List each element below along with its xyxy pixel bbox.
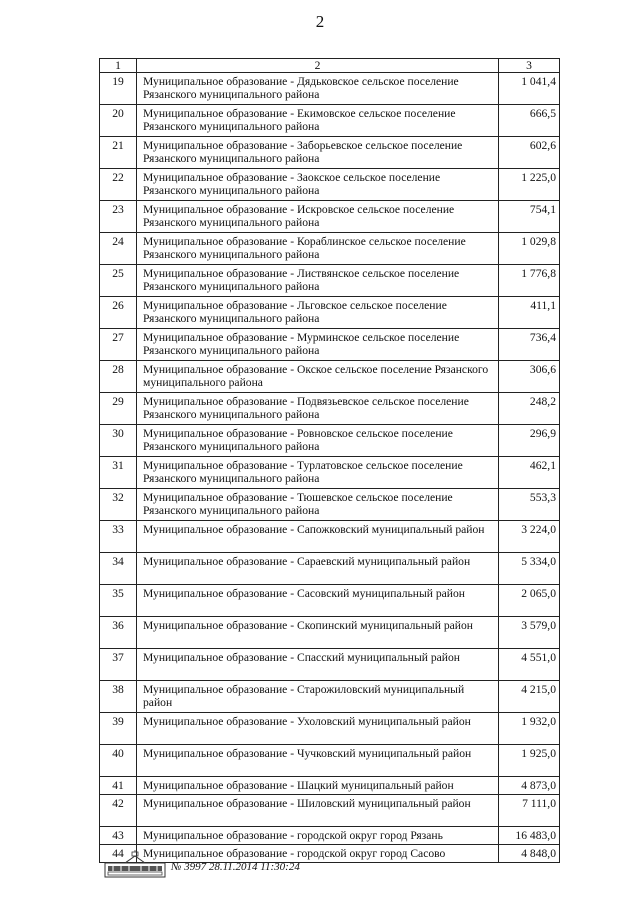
row-number-cell: 32 (100, 489, 137, 521)
header-column-3: 3 (499, 59, 560, 73)
table-row (100, 681, 560, 713)
municipality-name-cell: Муниципальное образование - Ухоловский муниципальный район (137, 713, 499, 745)
allocation-table (99, 58, 560, 863)
table-row (100, 489, 560, 521)
amount-cell: 4 848,0 (499, 845, 560, 863)
row-number-cell: 28 (100, 361, 137, 393)
amount-cell: 736,4 (499, 329, 560, 361)
row-number-cell: 31 (100, 457, 137, 489)
table-row (100, 297, 560, 329)
table-header-row (100, 59, 560, 73)
amount-cell: 1 029,8 (499, 233, 560, 265)
table-row (100, 361, 560, 393)
row-number-cell: 33 (100, 521, 137, 553)
row-number-cell: 36 (100, 617, 137, 649)
row-number-cell: 44 (100, 845, 137, 863)
table-row (100, 827, 560, 845)
municipality-name-cell: Муниципальное образование - Подвязьевское сельское поселение Рязанского муниципального района (137, 393, 499, 425)
row-number-cell: 23 (100, 201, 137, 233)
row-number-cell: 21 (100, 137, 137, 169)
amount-cell: 3 224,0 (499, 521, 560, 553)
amount-cell: 4 551,0 (499, 649, 560, 681)
municipality-name-cell: Муниципальное образование - Сапожковский муниципальный район (137, 521, 499, 553)
row-number-cell: 27 (100, 329, 137, 361)
municipality-name-cell: Муниципальное образование - Кораблинское сельское поселение Рязанского муниципального района (137, 233, 499, 265)
municipality-name-cell: Муниципальное образование - Турлатовское сельское поселение Рязанского муниципального района (137, 457, 499, 489)
row-number-cell: 35 (100, 585, 137, 617)
row-number-cell: 22 (100, 169, 137, 201)
amount-cell: 1 925,0 (499, 745, 560, 777)
amount-cell: 1 041,4 (499, 73, 560, 105)
municipality-name-cell: Муниципальное образование - Листвянское сельское поселение Рязанского муниципального района (137, 265, 499, 297)
municipality-name-cell: Муниципальное образование - Шацкий муниципальный район (137, 777, 499, 795)
table-row (100, 457, 560, 489)
row-number-cell: 20 (100, 105, 137, 137)
table-row (100, 137, 560, 169)
table-row (100, 265, 560, 297)
municipality-name-cell: Муниципальное образование - Мурминское сельское поселение Рязанского муниципального района (137, 329, 499, 361)
amount-cell: 602,6 (499, 137, 560, 169)
amount-cell: 16 483,0 (499, 827, 560, 845)
row-number-cell: 29 (100, 393, 137, 425)
amount-cell: 553,3 (499, 489, 560, 521)
municipality-name-cell: Муниципальное образование - Искровское сельское поселение Рязанского муниципального района (137, 201, 499, 233)
municipality-name-cell: Муниципальное образование - Ровновское сельское поселение Рязанского муниципального района (137, 425, 499, 457)
municipality-name-cell: Муниципальное образование - Чучковский муниципальный район (137, 745, 499, 777)
table-row (100, 521, 560, 553)
amount-cell: 306,6 (499, 361, 560, 393)
table-row (100, 201, 560, 233)
row-number-cell: 34 (100, 553, 137, 585)
table-row (100, 393, 560, 425)
row-number-cell: 25 (100, 265, 137, 297)
municipality-name-cell: Муниципальное образование - Спасский муниципальный район (137, 649, 499, 681)
amount-cell: 3 579,0 (499, 617, 560, 649)
municipality-name-cell: Муниципальное образование - Льговское сельское поселение Рязанского муниципального района (137, 297, 499, 329)
table-row (100, 233, 560, 265)
page-number: 2 (315, 12, 325, 31)
table-row (100, 329, 560, 361)
table-row (100, 649, 560, 681)
amount-cell: 666,5 (499, 105, 560, 137)
table-row (100, 745, 560, 777)
table-row (100, 425, 560, 457)
row-number-cell: 30 (100, 425, 137, 457)
amount-cell: 1 932,0 (499, 713, 560, 745)
table-row (100, 553, 560, 585)
amount-cell: 1 225,0 (499, 169, 560, 201)
table-row (100, 617, 560, 649)
municipality-name-cell: Муниципальное образование - городской округ город Рязань (137, 827, 499, 845)
municipality-name-cell: Муниципальное образование - Дядьковское сельское поселение Рязанского муниципального района (137, 73, 499, 105)
row-number-cell: 41 (100, 777, 137, 795)
municipality-name-cell: Муниципальное образование - городской округ город Сасово (137, 845, 499, 863)
amount-cell: 4 873,0 (499, 777, 560, 795)
amount-cell: 2 065,0 (499, 585, 560, 617)
table-row (100, 73, 560, 105)
amount-cell: 462,1 (499, 457, 560, 489)
table-row (100, 105, 560, 137)
table-row (100, 585, 560, 617)
municipality-name-cell: Муниципальное образование - Заокское сельское поселение Рязанского муниципального района (137, 169, 499, 201)
municipality-name-cell: Муниципальное образование - Сараевский муниципальный район (137, 553, 499, 585)
table-row (100, 777, 560, 795)
government-building-emblem-icon (103, 849, 167, 881)
municipality-name-cell: Муниципальное образование - Шиловский муниципальный район (137, 795, 499, 827)
row-number-cell: 42 (100, 795, 137, 827)
amount-cell: 754,1 (499, 201, 560, 233)
registration-stamp: № 3997 28.11.2014 11:30:24 (171, 861, 300, 873)
header-column-1: 1 (100, 59, 137, 73)
municipality-name-cell: Муниципальное образование - Заборьевское сельское поселение Рязанского муниципального района (137, 137, 499, 169)
amount-cell: 1 776,8 (499, 265, 560, 297)
amount-cell: 248,2 (499, 393, 560, 425)
row-number-cell: 24 (100, 233, 137, 265)
row-number-cell: 43 (100, 827, 137, 845)
row-number-cell: 38 (100, 681, 137, 713)
amount-cell: 4 215,0 (499, 681, 560, 713)
municipality-name-cell: Муниципальное образование - Тюшевское сельское поселение Рязанского муниципального района (137, 489, 499, 521)
municipality-name-cell: Муниципальное образование - Окское сельское поселение Рязанского муниципального района (137, 361, 499, 393)
amount-cell: 411,1 (499, 297, 560, 329)
row-number-cell: 37 (100, 649, 137, 681)
document-footer (103, 849, 403, 881)
amount-cell: 296,9 (499, 425, 560, 457)
amount-cell: 7 111,0 (499, 795, 560, 827)
row-number-cell: 40 (100, 745, 137, 777)
municipality-name-cell: Муниципальное образование - Старожиловский муниципальный район (137, 681, 499, 713)
municipality-name-cell: Муниципальное образование - Екимовское сельское поселение Рязанского муниципального района (137, 105, 499, 137)
table-row (100, 795, 560, 827)
table-row (100, 713, 560, 745)
municipality-name-cell: Муниципальное образование - Сасовский муниципальный район (137, 585, 499, 617)
row-number-cell: 26 (100, 297, 137, 329)
table-row (100, 169, 560, 201)
header-column-2: 2 (137, 59, 499, 73)
row-number-cell: 19 (100, 73, 137, 105)
row-number-cell: 39 (100, 713, 137, 745)
municipality-name-cell: Муниципальное образование - Скопинский муниципальный район (137, 617, 499, 649)
amount-cell: 5 334,0 (499, 553, 560, 585)
